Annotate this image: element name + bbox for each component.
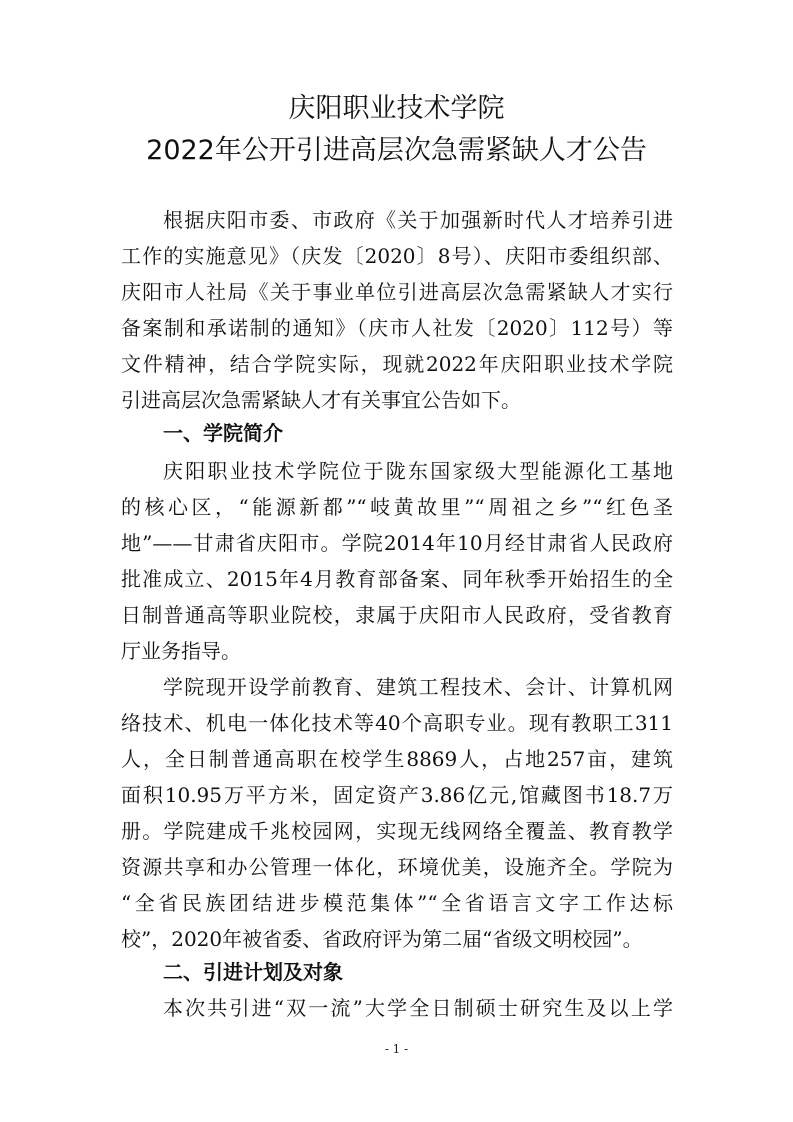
paragraph-line: 地”——甘肃省庆阳市。学院2014年10月经甘肃省人民政府 (121, 531, 673, 555)
paragraph-line: 络技术、机电一体化技术等40个高职专业。现有教职工311 (121, 711, 673, 735)
paragraph-line: 面积10.95万平方米，固定资产3.86亿元,馆藏图书18.7万 (121, 783, 673, 807)
section-heading: 二、引进计划及对象 (163, 960, 343, 984)
paragraph-line: 日制普通高等职业院校，隶属于庆阳市人民政府，受省教育 (121, 603, 673, 627)
page-number: - 1 - (384, 1042, 409, 1056)
paragraph-line: 庆阳职业技术学院位于陇东国家级大型能源化工基地 (163, 459, 673, 483)
document-title-line-2: 2022年公开引进高层次急需紧缺人才公告 (146, 135, 647, 166)
paragraph-line: “全省民族团结进步模范集体”“全省语言文字工作达标 (121, 891, 673, 915)
paragraph-line: 资源共享和办公管理一体化，环境优美，设施齐全。学院为 (121, 855, 673, 879)
paragraph-line: 厅业务指导。 (121, 639, 241, 663)
paragraph-line: 庆阳市人社局《关于事业单位引进高层次急需紧缺人才实行 (121, 280, 673, 304)
paragraph-line: 学院现开设学前教育、建筑工程技术、会计、计算机网 (163, 675, 673, 699)
paragraph-line: 工作的实施意见》（庆发〔2020〕8号）、庆阳市委组织部、 (121, 244, 673, 268)
paragraph-line: 备案制和承诺制的通知》（庆市人社发〔2020〕112号）等 (121, 316, 673, 340)
paragraph-line: 校”，2020年被省委、省政府评为第二届“省级文明校园”。 (121, 927, 643, 951)
paragraph-line: 引进高层次急需紧缺人才有关事宜公告如下。 (121, 388, 521, 412)
paragraph-line: 文件精神，结合学院实际，现就2022年庆阳职业技术学院 (121, 352, 673, 376)
section-heading: 一、学院简介 (163, 421, 283, 445)
paragraph-line: 根据庆阳市委、市政府《关于加强新时代人才培养引进 (163, 208, 673, 232)
document-title-line-1: 庆阳职业技术学院 (288, 93, 505, 124)
paragraph-line: 本次共引进“双一流”大学全日制硕士研究生及以上学 (163, 996, 673, 1020)
paragraph-line: 人，全日制普通高职在校学生8869人，占地257亩，建筑 (121, 747, 673, 771)
paragraph-line: 册。学院建成千兆校园网，实现无线网络全覆盖、教育教学 (121, 819, 673, 843)
paragraph-line: 批准成立、2015年4月教育部备案、同年秋季开始招生的全 (121, 567, 673, 591)
paragraph-line: 的核心区，“能源新都”“岐黄故里”“周祖之乡”“红色圣 (121, 495, 673, 519)
